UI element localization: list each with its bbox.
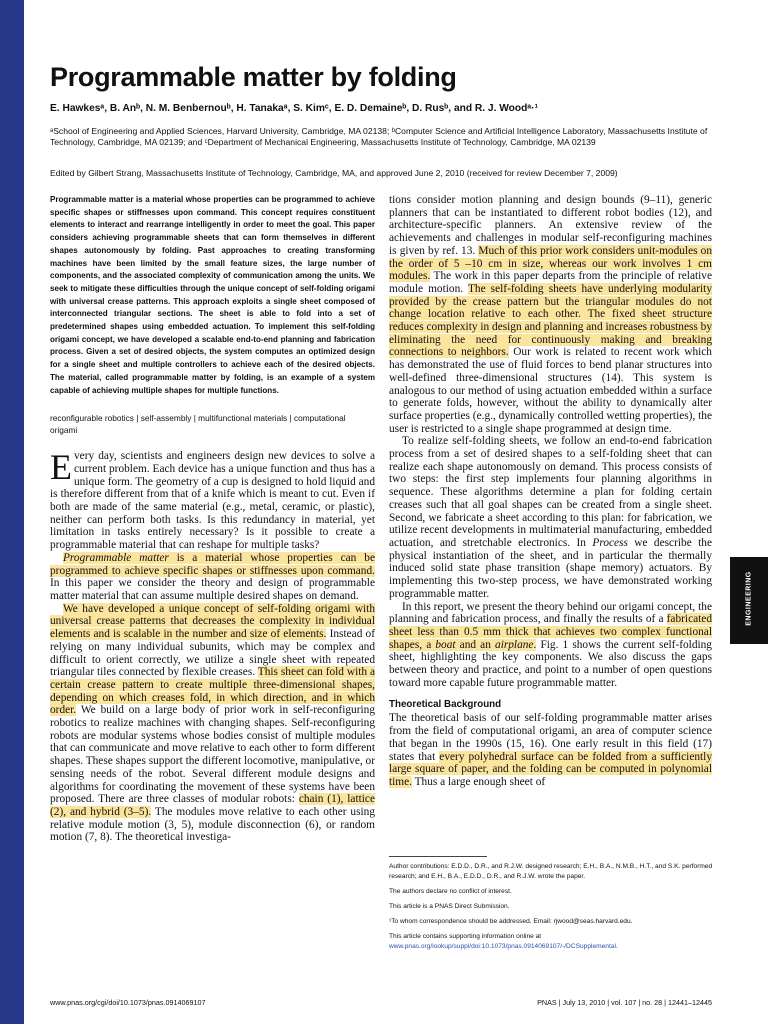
text-run: Our work is related to recent work which has demonstrated the use of fluid forces to bend planar structures into well-defined three-dimensional structures (14). This system is analogous to our method of using actuation embedded within a surface to generate folds, however, without the ability to dynamically alter surface properties (e.g., dynamically controlled wetting properties), the user is restricted to a single shape programmed at design time. <box>389 346 712 435</box>
conflict-statement: The authors declare no conflict of interest. <box>389 888 512 895</box>
highlight: every polyhedral surface can be folded from a sufficiently large square of paper, and the folding can be computed in polynomial time. <box>389 750 713 788</box>
journal-mark-faint <box>24 577 25 624</box>
text-run: we describe the physical instantiation of the sheet, and in particular the thermally induced solid state phase transition (shape memory) actuators. By implementing this two-step process, we have demonstrated working programmable matter. <box>389 536 712 600</box>
highlight: The self-folding sheets have underlying modularity provided by the crease pattern but the triangular modules do not change location relative to each other. The fixed sheet structure reduces complexity in design and planning and increases robustness by eliminating the need for continuously making and breaking connections to neighbors. <box>389 282 712 359</box>
body-paragraph-3 <box>389 601 712 690</box>
body-paragraph-2 <box>389 435 712 600</box>
body-paragraph-1 <box>389 194 712 435</box>
text-run: and an <box>455 638 496 651</box>
text-run: tions consider motion planning and design bounds (9–11), generic planners that can be instantiated to different robot bodies (12), and architecture-specific planners. An extensive review of the achievements and challenges in modular self-reconfiguring machines is given by ref. 13. <box>389 194 712 257</box>
submission-note: This article is a PNAS Direct Submission. <box>389 903 510 910</box>
text-run: The modules move relative to each other using relative module motion (3, 5), module disconnection (6), or random motion (7, 8). The theoretical investiga- <box>50 805 375 844</box>
footnotes <box>389 862 717 957</box>
highlight: We have developed a unique concept of self-folding origami with universal crease patterns that decreases the complexity in individual elements and is scalable in the number and size of elements. <box>50 602 375 641</box>
intro-paragraph-1 <box>50 447 375 552</box>
section-tab <box>730 557 768 644</box>
text-run: Thus a large enough sheet of <box>412 775 546 788</box>
supporting-info-note <box>389 932 717 952</box>
abstract: Programmable matter is a material whose properties can be programmed to achieve specific shapes or stiffnesses upon command. This concept requires constituent elements to interact and rearrange intelligently in order to meet the goal. This paper considers achieving programmable sheets that can form themselves in different shapes autonomously by folding. Past approaches to creating transforming machines have been limited by the small feature sizes, the large number of components, and the associated complexity of communication among the units. We seek to mitigate these difficulties through the unique concept of self-folding origami with universal crease patterns. This approach exploits a single sheet composed of interconnected triangular sections. The sheet is able to fold into a set of predetermined shapes using embedded actuation. To implement this self-folding origami concept, we have developed a scalable end-to-end planning and fabrication process. Given a set of desired objects, the system computes an optimized design for a single sheet and multiple controllers to achieve each of the desired objects. The material, called programmable matter by folding, is an example of a system capable of achieving multiple shapes for multiple functions. <box>50 195 375 395</box>
text-run: This article contains supporting information online at <box>389 933 542 940</box>
correspondence-note: ¹To whom correspondence should be addressed. Email: rjwood@seas.harvard.edu. <box>389 918 633 925</box>
text-run: Fig. 1 shows the current self-folding sheet, highlighting the key components. We also discuss the gaps between theory and practice, and point to a number of open questions toward more capable future programmable matter. <box>389 638 712 689</box>
text-run: In this report, we present the theory behind our origami concept, the planning and fabrication process, and finally the results of a <box>389 600 712 626</box>
text-run: Instead of relying on many individual subunits, which may be complex and difficult to orient correctly, we utilize a single sheet with repeated triangular tiles connected by flexible creases. <box>50 628 375 679</box>
text-run: To realize self-folding sheets, we follow an end-to-end fabrication process from a set of desired shapes to a self-folding sheet that can realize each shape autonomously on demand. This process consists of two steps: the first step implements four planning algorithms in sequence. These algorithms determine a plan for folding certain creases such that all goal shapes can be created from a single sheet. Second, we fabricate a sheet according to this plan: for fabrication, we utilize recent developments in multimaterial manufacturing, embedded actuation, and stretchable electronics. In <box>389 435 712 549</box>
article-title: Programmable matter by folding <box>50 62 457 92</box>
text-run: very day, scientists and engineers design new devices to solve a current problem. Each device has a unique function and thus has a unique form. The geometry of a cup is designed to hold liquid and is therefore different from that of a knife which is meant to cut. Even if both are made of the same material (e.g., metal, ceramic, or plastic), neither can perform both tasks. Is this redundancy in material, yet limitation in tasks entirely necessary? Is it possible to create a programmable material that can reshape for multiple tasks? <box>50 450 375 552</box>
journal-footer: PNAS | July 13, 2010 | vol. 107 | no. 28 | 12441–12445 <box>537 998 712 1007</box>
body-paragraph-4 <box>389 712 712 788</box>
left-column <box>50 194 375 844</box>
keywords: reconfigurable robotics | self-assembly | multifunctional materials | computational origami <box>50 413 346 436</box>
section-tab-label: ENGINEERING <box>745 571 753 626</box>
italic-term: Programmable matter <box>63 551 169 564</box>
text-run: fabricated sheet less than 0.5 mm thick that achieves two complex functional shapes, a <box>389 613 712 651</box>
journal-sidebar-mark <box>0 180 24 630</box>
italic-term: boat <box>435 638 456 651</box>
text-run: is a material whose properties can be programmed to achieve specific shapes or stiffnesses upon command. <box>50 551 375 577</box>
edited-by: Edited by Gilbert Strang, Massachusetts Institute of Technology, Cambridge, MA, and approved June 2, 2010 (received for review December 7, 2009) <box>50 168 618 178</box>
supporting-info-link[interactable]: www.pnas.org/lookup/suppl/doi:10.1073/pnas.0914069107/-/DCSupplemental <box>389 943 616 950</box>
section-heading: Theoretical Background <box>389 699 502 711</box>
drop-cap: E <box>50 447 72 488</box>
intro-paragraph-3 <box>50 603 375 844</box>
text-run: . <box>533 638 537 651</box>
highlight <box>50 552 375 577</box>
italic-term: Process <box>592 536 628 549</box>
footnote-rule <box>389 856 487 857</box>
intro-paragraph-2 <box>50 552 375 603</box>
text-run: The theoretical basis of our self-folding programmable matter arises from the field of computational origami, an area of computer science that began in the 1990s (15, 16). One early result in this field (17) states that <box>389 712 712 763</box>
author-contributions: Author contributions: E.D.D., D.R., and R.J.W. designed research; E.H., B.A., N.M.B., H.T., and S.K. performed research; and E.H., B.A., E.D.D., D.R., and R.J.W. wrote the paper. <box>389 863 713 880</box>
italic-term: airplane <box>495 638 534 651</box>
affiliations: ᵃSchool of Engineering and Applied Sciences, Harvard University, Cambridge, MA 02138; ᵇComputer Science and Artificial Intelligence Laboratory, Massachusetts Institute of Technology, Cambridge, MA 02139; and ᶜDepartment of Mechanical Engineering, Massachusetts Institute of Technology, Cambridge, MA 02139 <box>50 126 708 147</box>
doi-footer[interactable]: www.pnas.org/cgi/doi/10.1073/pnas.0914069107 <box>50 998 206 1007</box>
text-run: In this paper we consider the theory and design of programmable matter material that can assume multiple desired shapes on demand. <box>50 577 375 602</box>
text-run: We build on a large body of prior work in self-reconfiguring robotics to realize machines with changing shapes. Self-reconfiguring robots are modular systems whose bodies consist of multiple modules that can communicate and move relative to each other to form different shapes. These shapes support the different locomotive, manipulative, or sensing needs of the robot. Several different module designs and algorithms for coordinating the movement of these systems have been proposed. There are three classes of modular robots: <box>50 704 376 806</box>
text-run: The work in this paper departs from the principle of relative module motion. <box>389 270 712 295</box>
right-column <box>389 194 712 789</box>
author-list: E. Hawkesᵃ, B. Anᵇ, N. M. Benbernouᵇ, H. Tanakaᵃ, S. Kimᶜ, E. D. Demaineᵇ, D. Rusᵇ, and R. J. Woodᵃ·¹ <box>50 103 538 114</box>
highlight: Much of this prior work considers unit-modules on the order of 5 –10 cm in size, whereas our work involves 1 cm modules. <box>389 244 712 283</box>
highlight: chain (1), lattice (2), and hybrid (3–5). <box>50 793 375 818</box>
highlight: This sheet can fold with a certain crease pattern to create multiple three-dimensional shapes, depending on which creases fold, in which direction, and in which order. <box>50 666 375 717</box>
text-run: . <box>615 943 618 950</box>
